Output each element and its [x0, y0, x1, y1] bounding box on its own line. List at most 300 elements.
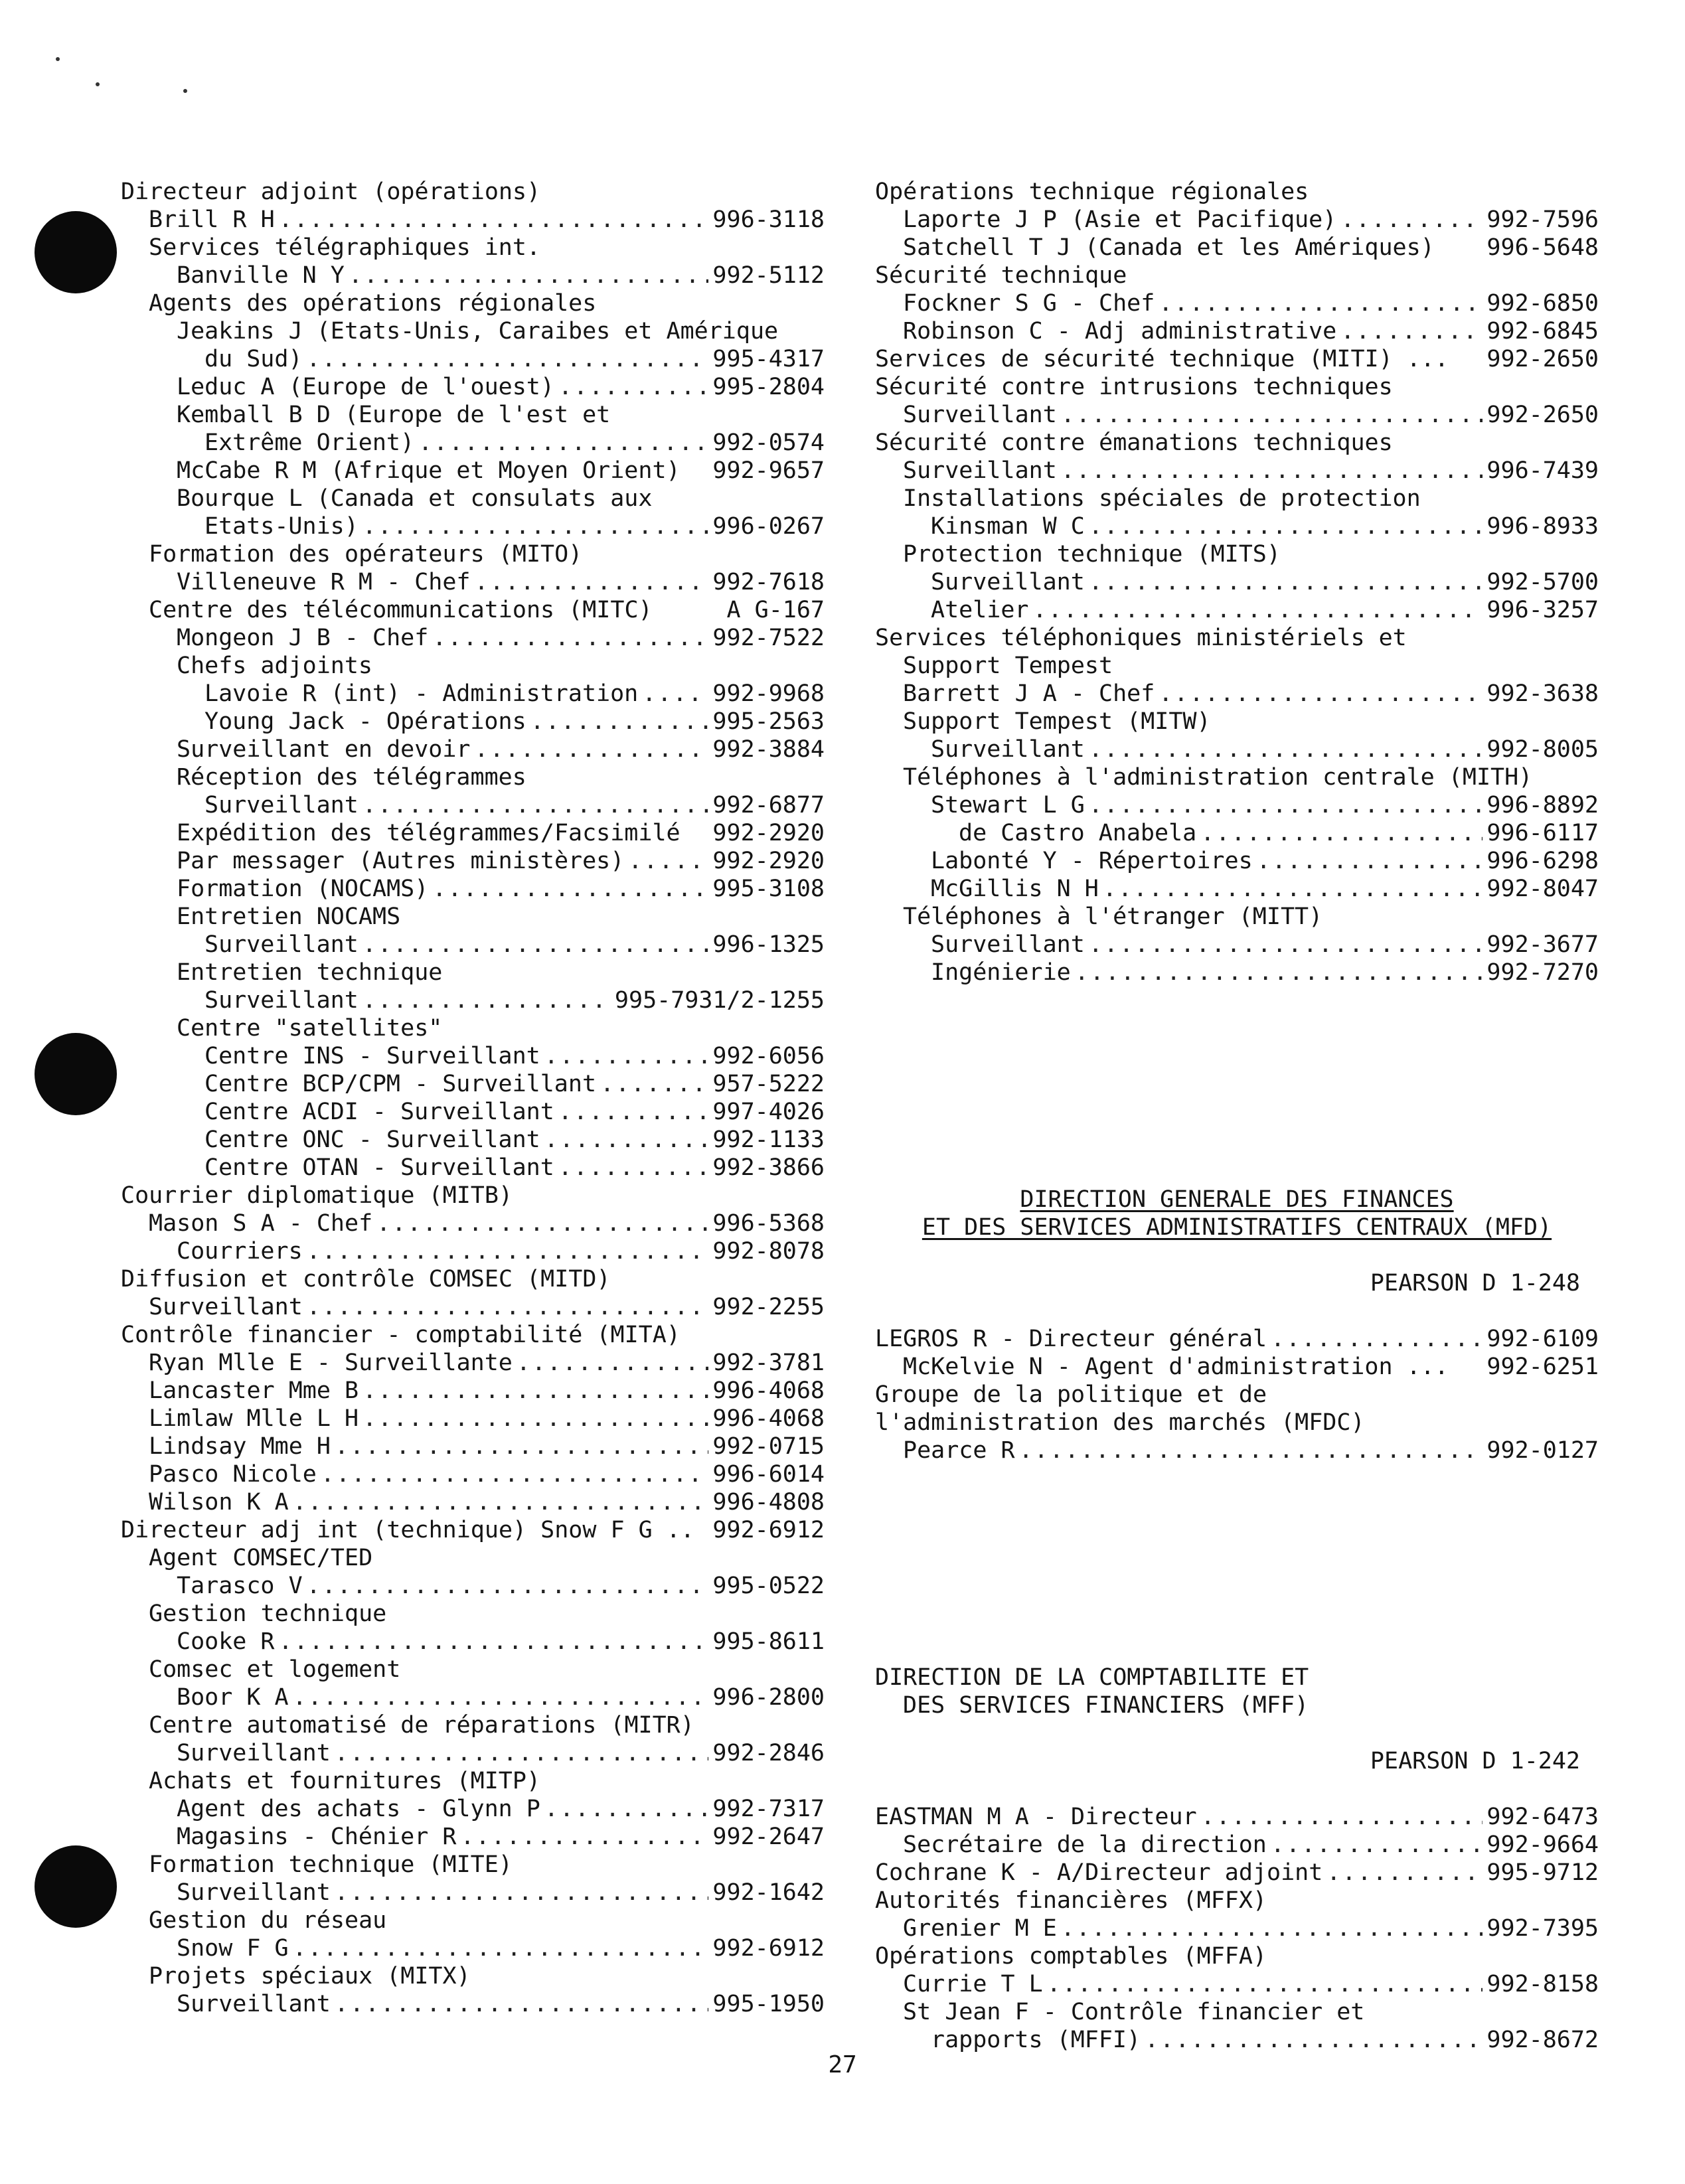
entry-phone: 992-6056: [712, 1043, 825, 1069]
entry-name: Boor K A: [177, 1684, 289, 1711]
dot-leader: [293, 1683, 709, 1711]
dot-leader: [1061, 457, 1483, 485]
directory-entry: [875, 791, 1599, 819]
entry-name: Centre INS - Surveillant: [204, 1043, 540, 1069]
mff-location: [875, 1747, 1599, 1775]
directory-entry: [121, 959, 825, 986]
entry-name: Surveillant: [177, 1991, 331, 2017]
entry-name: Formation des opérateurs (MITO): [149, 541, 583, 568]
dot-leader: [544, 1795, 709, 1823]
entry-name: Surveillant: [204, 931, 359, 958]
entry-phone: 992-2650: [1486, 346, 1599, 372]
entry-name: Fockner S G - Chef: [903, 290, 1155, 317]
dot-leader: [600, 1070, 708, 1098]
entry-name: Installations spéciales de protection: [903, 485, 1421, 512]
entry-phone: 957-5222: [712, 1071, 825, 1097]
dot-leader: [1089, 791, 1483, 819]
entry-phone: 992-3866: [712, 1154, 825, 1181]
directory-entry: [121, 1182, 825, 1209]
entry-phone: 995-7931/2-1255: [614, 987, 825, 1014]
entry-name: Banville N Y: [177, 262, 345, 289]
speck: [56, 57, 60, 61]
entry-phone: 992-3638: [1486, 680, 1599, 707]
dot-leader: [1159, 680, 1483, 708]
punch-hole-bottom: [35, 1845, 117, 1928]
directory-entry: [121, 429, 825, 457]
directory-entry: [875, 1381, 1599, 1409]
entry-name: Contrôle financier - comptabilité (MITA): [121, 1322, 681, 1348]
entry-phone: 992-6251: [1486, 1354, 1599, 1380]
entry-phone: 992-8672: [1486, 2027, 1599, 2053]
entry-name: Surveillant: [204, 987, 359, 1014]
entry-phone: 996-0267: [712, 513, 825, 540]
directory-entry: [875, 345, 1599, 373]
entry-name: Centre OTAN - Surveillant: [204, 1154, 554, 1181]
directory-entry: [875, 1914, 1599, 1942]
directory-entry: [121, 1209, 825, 1237]
entry-phone: 996-4068: [712, 1405, 825, 1432]
dot-leader: [1340, 206, 1483, 234]
dot-leader: [1145, 2026, 1483, 2054]
dot-leader: [558, 373, 708, 401]
directory-entry: [875, 568, 1599, 596]
directory-entry: [121, 652, 825, 680]
entry-name: Brill R H: [149, 206, 275, 233]
dot-leader: [1019, 1437, 1483, 1464]
entry-phone: 997-4026: [712, 1099, 825, 1125]
dot-leader: [362, 791, 709, 819]
mfd-location-text: PEARSON D 1-248: [1370, 1270, 1580, 1296]
directory-entry: [121, 373, 825, 401]
entry-name: rapports (MFFI): [931, 2027, 1141, 2053]
directory-entry: [121, 1934, 825, 1962]
entry-name: Robinson C - Adj administrative: [903, 318, 1337, 345]
entry-name: Grenier M E: [903, 1915, 1057, 1942]
directory-entry: [121, 457, 825, 485]
entry-name: du Sud): [204, 346, 303, 372]
dot-leader: [376, 1209, 708, 1237]
entry-name: Wilson K A: [149, 1489, 289, 1516]
directory-entry: [121, 1460, 825, 1488]
dot-leader: [558, 1154, 709, 1182]
directory-entry: [121, 1656, 825, 1683]
directory-entry: [121, 1907, 825, 1934]
entry-phone: 996-6117: [1486, 820, 1599, 846]
entry-name: Comsec et logement: [149, 1656, 401, 1683]
directory-entry: [121, 1962, 825, 1990]
entry-name: Formation (NOCAMS): [177, 876, 429, 902]
entry-name: Gestion du réseau: [149, 1907, 387, 1934]
directory-entry: [121, 1516, 825, 1544]
directory-entry: [875, 540, 1599, 568]
entry-name: Pearce R: [903, 1437, 1015, 1464]
entry-phone: 992-2846: [712, 1740, 825, 1766]
entry-phone: 996-8933: [1486, 513, 1599, 540]
entry-name: Jeakins J (Etats-Unis, Caraibes et Amérique: [177, 318, 779, 345]
entry-name: Secrétaire de la direction: [903, 1832, 1267, 1858]
dot-leader: [1200, 819, 1483, 847]
mfd-entries: [875, 1325, 1599, 1464]
directory-entry: [875, 401, 1599, 429]
page-number: 27: [828, 2051, 857, 2078]
entry-name: Pasco Nicole: [149, 1461, 317, 1488]
dot-leader: [335, 1433, 708, 1460]
mff-location-text: PEARSON D 1-242: [1370, 1748, 1580, 1774]
directory-entry: [121, 736, 825, 763]
entry-name: Directeur adjoint (opérations): [121, 179, 541, 205]
directory-entry: [875, 206, 1599, 234]
entry-phone: 992-2255: [712, 1294, 825, 1320]
dot-leader: [544, 1042, 709, 1070]
dot-leader: [1033, 596, 1483, 624]
dot-leader: [307, 1572, 709, 1600]
directory-entry: [121, 1600, 825, 1628]
entry-name: Courrier diplomatique (MITB): [121, 1182, 513, 1209]
dot-leader: [475, 736, 709, 763]
directory-entry: [875, 485, 1599, 512]
entry-phone: 992-0574: [712, 429, 825, 456]
directory-entry: [121, 596, 825, 624]
right-column-top-list: [875, 178, 1599, 986]
dot-leader: [362, 1405, 708, 1433]
directory-entry: [875, 512, 1599, 540]
entry-phone: 992-8158: [1486, 1971, 1599, 1997]
directory-entry: [875, 959, 1599, 986]
dot-leader: [335, 1739, 709, 1767]
directory-entry: [875, 847, 1599, 875]
entry-name: Réception des télégrammes: [177, 764, 526, 791]
directory-entry: [121, 1154, 825, 1182]
directory-entry: [121, 568, 825, 596]
left-column: [121, 178, 825, 2018]
directory-entry: [875, 429, 1599, 457]
directory-entry: [121, 485, 825, 512]
dot-leader: [1326, 1859, 1483, 1887]
directory-entry: [875, 708, 1599, 736]
entry-name: Ingénierie: [931, 959, 1071, 986]
entry-name: Chefs adjoints: [177, 653, 373, 679]
directory-entry: [121, 903, 825, 931]
entry-name: LEGROS R - Directeur général: [875, 1326, 1267, 1352]
entry-name: l'administration des marchés (MFDC): [875, 1409, 1365, 1436]
directory-entry: [875, 652, 1599, 680]
entry-name: Limlaw Mlle L H: [149, 1405, 359, 1432]
directory-entry: [121, 1098, 825, 1126]
entry-name: St Jean F - Contrôle financier et: [903, 1999, 1365, 2025]
dot-leader: [279, 206, 709, 234]
dot-leader: [1340, 317, 1483, 345]
dot-leader: [432, 624, 708, 652]
entry-phone: 992-3884: [712, 736, 825, 763]
entry-name: Agent COMSEC/TED: [149, 1545, 373, 1571]
entry-name: Services de sécurité technique (MITI) ...: [875, 346, 1449, 372]
entry-phone: 992-6912: [712, 1517, 825, 1543]
directory-entry: [121, 234, 825, 262]
entry-name: Barrett J A - Chef: [903, 680, 1155, 707]
entry-name: EASTMAN M A - Directeur: [875, 1804, 1197, 1830]
entry-phone: 992-5700: [1486, 569, 1599, 595]
directory-entry: [121, 1126, 825, 1154]
entry-name: Currie T L: [903, 1971, 1043, 1997]
punch-hole-top: [35, 211, 117, 293]
directory-entry: [121, 178, 825, 206]
entry-name: Atelier: [931, 597, 1029, 623]
directory-entry: [121, 931, 825, 959]
entry-name: Par messager (Autres ministères): [177, 848, 625, 874]
directory-entry: [121, 345, 825, 373]
dot-leader: [321, 1460, 709, 1488]
directory-entry: [875, 317, 1599, 345]
entry-phone: 992-7596: [1486, 206, 1599, 233]
mff-section: [875, 1664, 1599, 2054]
entry-phone: 996-5368: [712, 1210, 825, 1237]
dot-leader: [642, 680, 708, 708]
entry-name: Autorités financières (MFFX): [875, 1887, 1267, 1914]
directory-entry: [121, 1349, 825, 1377]
dot-leader: [1089, 931, 1483, 959]
entry-name: Projets spéciaux (MITX): [149, 1963, 471, 1989]
entry-name: Protection technique (MITS): [903, 541, 1281, 568]
dot-leader: [544, 1126, 709, 1154]
entry-phone: 995-2563: [712, 708, 825, 735]
entry-name: Lancaster Mme B: [149, 1377, 359, 1404]
entry-phone: 992-2647: [712, 1824, 825, 1850]
directory-entry: [121, 791, 825, 819]
entry-phone: 992-3781: [712, 1350, 825, 1376]
directory-entry: [121, 1628, 825, 1656]
entry-phone: 992-0715: [712, 1433, 825, 1460]
entry-name: Young Jack - Opérations: [204, 708, 526, 735]
entry-name: Leduc A (Europe de l'ouest): [177, 374, 554, 400]
directory-entry: [875, 1803, 1599, 1831]
entry-name: Surveillant: [177, 1740, 331, 1766]
mff-entries: [875, 1803, 1599, 2054]
entry-phone: 992-6473: [1486, 1804, 1599, 1830]
entry-name: Sécurité contre intrusions techniques: [875, 374, 1393, 400]
directory-entry: [875, 763, 1599, 791]
directory-entry: [121, 1544, 825, 1572]
entry-phone: 992-9968: [712, 680, 825, 707]
entry-name: Expédition des télégrammes/Facsimilé: [177, 820, 681, 846]
directory-entry: [875, 1831, 1599, 1859]
directory-entry: [875, 1325, 1599, 1353]
directory-entry: [121, 289, 825, 317]
entry-name: Achats et fournitures (MITP): [149, 1768, 541, 1794]
entry-name: Bourque L (Canada et consulats aux: [177, 485, 653, 512]
dot-leader: [307, 1293, 709, 1321]
entry-phone: A G-167: [726, 597, 825, 623]
directory-entry: [875, 289, 1599, 317]
entry-phone: 996-4068: [712, 1377, 825, 1404]
dot-leader: [362, 512, 709, 540]
directory-entry: [121, 401, 825, 429]
entry-phone: 992-6912: [712, 1935, 825, 1962]
entry-name: Surveillant: [931, 736, 1085, 763]
mff-heading-line2-text: DES SERVICES FINANCIERS (MFF): [903, 1692, 1309, 1719]
directory-entry: [121, 1321, 825, 1349]
entry-name: Entretien NOCAMS: [177, 903, 401, 930]
entry-phone: 995-8611: [712, 1628, 825, 1655]
entry-phone: 995-3108: [712, 876, 825, 902]
entry-name: Snow F G: [177, 1935, 289, 1962]
dot-leader: [362, 1377, 708, 1405]
entry-name: Support Tempest (MITW): [903, 708, 1211, 735]
entry-phone: 992-7522: [712, 625, 825, 651]
entry-phone: 992-1133: [712, 1127, 825, 1153]
dot-leader: [1201, 1803, 1483, 1831]
directory-entry: [121, 1823, 825, 1851]
directory-entry: [121, 1739, 825, 1767]
directory-entry: [121, 1990, 825, 2018]
directory-entry: [121, 1405, 825, 1433]
directory-entry: [875, 903, 1599, 931]
directory-entry: [875, 680, 1599, 708]
entry-phone: 992-8047: [1486, 876, 1599, 902]
entry-phone: 995-2804: [712, 374, 825, 400]
entry-name: Centre BCP/CPM - Surveillant: [204, 1071, 597, 1097]
directory-entry: [121, 819, 825, 847]
entry-name: Formation technique (MITE): [149, 1851, 513, 1878]
entry-name: Cochrane K - A/Directeur adjoint: [875, 1859, 1323, 1886]
directory-entry: [875, 1887, 1599, 1914]
entry-name: Magasins - Chénier R: [177, 1824, 457, 1850]
entry-name: Surveillant: [931, 931, 1085, 958]
dot-leader: [628, 847, 708, 875]
entry-name: McKelvie N - Agent d'administration ...: [903, 1354, 1449, 1380]
mfd-section: [875, 1186, 1599, 1464]
directory-entry: [875, 1409, 1599, 1437]
entry-name: Surveillant: [903, 457, 1057, 484]
entry-name: Surveillant en devoir: [177, 736, 471, 763]
dot-leader: [279, 1628, 709, 1656]
entry-name: Centre "satellites": [177, 1015, 443, 1042]
entry-name: Téléphones à l'étranger (MITT): [903, 903, 1323, 930]
entry-name: Satchell T J (Canada et les Amériques): [903, 234, 1435, 261]
dot-leader: [307, 1237, 709, 1265]
dot-leader: [335, 1879, 709, 1907]
entry-phone: 992-6109: [1486, 1326, 1599, 1352]
speck: [183, 89, 187, 93]
directory-entry: [121, 680, 825, 708]
entry-phone: 995-4317: [712, 346, 825, 372]
entry-phone: 992-8078: [712, 1238, 825, 1265]
entry-phone: 996-6014: [712, 1461, 825, 1488]
entry-name: Centre automatisé de réparations (MITR): [149, 1712, 694, 1739]
entry-name: Agents des opérations régionales: [149, 290, 597, 317]
entry-phone: 992-7395: [1486, 1915, 1599, 1942]
directory-entry: [875, 1942, 1599, 1970]
directory-entry: [121, 1572, 825, 1600]
mfd-heading-line2-text: ET DES SERVICES ADMINISTRATIFS CENTRAUX (MFD): [922, 1214, 1552, 1241]
directory-entry: [875, 624, 1599, 652]
dot-leader: [349, 262, 709, 289]
dot-leader: [335, 1990, 709, 2018]
dot-leader: [1089, 512, 1483, 540]
directory-entry: [875, 931, 1599, 959]
entry-name: Agent des achats - Glynn P: [177, 1796, 540, 1822]
dot-leader: [1075, 959, 1483, 986]
directory-entry: [875, 1353, 1599, 1381]
directory-entry: [121, 1377, 825, 1405]
entry-name: Lindsay Mme H: [149, 1433, 331, 1460]
directory-entry: [121, 1293, 825, 1321]
entry-name: Surveillant: [204, 792, 359, 819]
entry-name: Extrême Orient): [204, 429, 415, 456]
entry-name: Etats-Unis): [204, 513, 359, 540]
entry-name: Villeneuve R M - Chef: [177, 569, 471, 595]
entry-phone: 992-7270: [1486, 959, 1599, 986]
directory-entry: [875, 596, 1599, 624]
mff-heading-line2: [875, 1691, 1599, 1719]
dot-leader: [1103, 875, 1483, 903]
dot-leader: [362, 986, 611, 1014]
entry-phone: 996-5648: [1486, 234, 1599, 261]
entry-phone: 992-7317: [712, 1796, 825, 1822]
entry-name: Tarasco V: [177, 1573, 303, 1599]
dot-leader: [1159, 289, 1483, 317]
directory-entry: [121, 1265, 825, 1293]
directory-entry: [121, 1070, 825, 1098]
dot-leader: [530, 708, 709, 736]
directory-entry: [121, 1683, 825, 1711]
entry-phone: 992-6877: [712, 792, 825, 819]
directory-entry: [121, 540, 825, 568]
entry-phone: 992-2920: [712, 848, 825, 874]
dot-leader: [1089, 568, 1483, 596]
entry-phone: 996-3257: [1486, 597, 1599, 623]
directory-entry: [875, 2026, 1599, 2054]
entry-name: Centre ONC - Surveillant: [204, 1127, 540, 1153]
entry-name: Directeur adj int (technique) Snow F G ..: [121, 1517, 694, 1543]
directory-entry: [875, 262, 1599, 289]
directory-entry: [121, 1767, 825, 1795]
entry-name: Stewart L G: [931, 792, 1085, 819]
entry-name: Surveillant: [931, 569, 1085, 595]
entry-phone: 995-1950: [712, 1991, 825, 2017]
entry-phone: 992-1642: [712, 1879, 825, 1906]
entry-name: Surveillant: [177, 1879, 331, 1906]
mff-heading-line1: [875, 1664, 1599, 1691]
entry-name: Services téléphoniques ministériels et: [875, 625, 1407, 651]
dot-leader: [1271, 1831, 1483, 1859]
dot-leader: [1047, 1970, 1483, 1998]
entry-name: Opérations technique régionales: [875, 179, 1309, 205]
dot-leader: [293, 1488, 709, 1516]
entry-name: Support Tempest: [903, 653, 1113, 679]
entry-name: McGillis N H: [931, 876, 1099, 902]
directory-entry: [121, 875, 825, 903]
dot-leader: [1061, 401, 1483, 429]
dot-leader: [1089, 736, 1483, 763]
entry-phone: 992-7618: [712, 569, 825, 595]
entry-phone: 995-0522: [712, 1573, 825, 1599]
directory-entry: [121, 1042, 825, 1070]
dot-leader: [418, 429, 708, 457]
entry-name: Groupe de la politique et de: [875, 1381, 1267, 1408]
directory-entry: [121, 1014, 825, 1042]
directory-entry: [875, 1998, 1599, 2026]
entry-name: Entretien technique: [177, 959, 443, 986]
entry-phone: 995-9712: [1486, 1859, 1599, 1886]
entry-phone: 992-2920: [712, 820, 825, 846]
entry-phone: 992-8005: [1486, 736, 1599, 763]
directory-entry: [121, 1488, 825, 1516]
entry-phone: 996-1325: [712, 931, 825, 958]
directory-entry: [121, 1851, 825, 1879]
entry-phone: 992-0127: [1486, 1437, 1599, 1464]
entry-name: Lavoie R (int) - Administration: [204, 680, 639, 707]
directory-entry: [875, 819, 1599, 847]
